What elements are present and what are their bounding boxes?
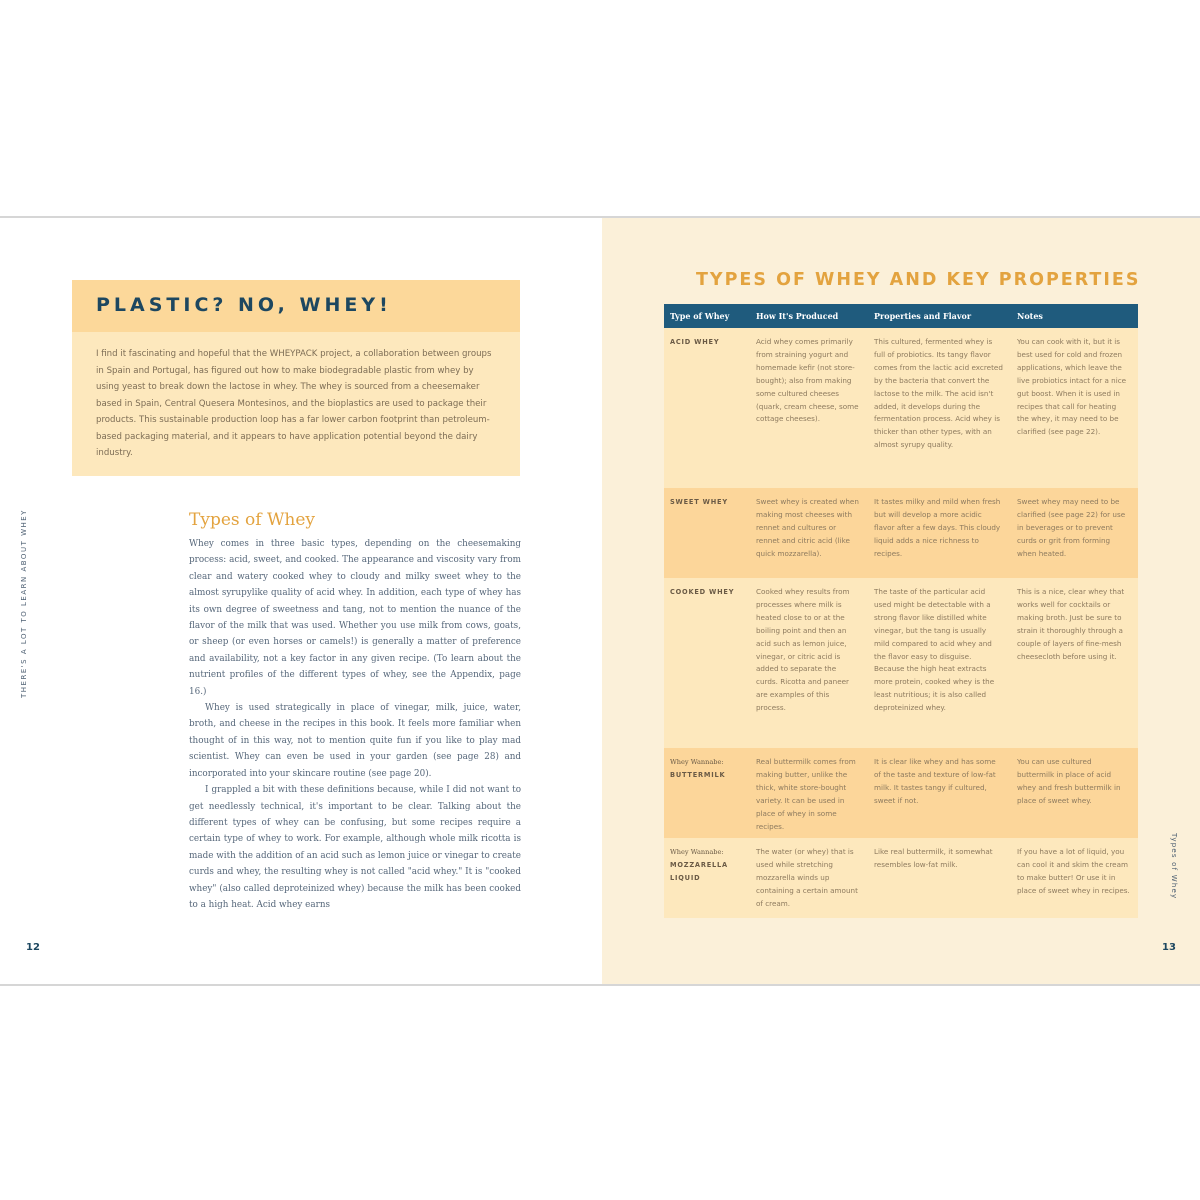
produced-cell: Sweet whey is created when making most cheeses with rennet and cultures or rennet and citric acid (like quick mozzarella). bbox=[750, 488, 868, 578]
produced-cell: Cooked whey results from processes where milk is heated close to or at the boiling point and then an acid such as lemon juice, vinegar, or citric acid is added to separate the curds. Ricotta and paneer are examples of this process. bbox=[750, 578, 868, 748]
type-prefix: Whey Wannabe: bbox=[670, 848, 724, 856]
type-cell bbox=[664, 838, 750, 918]
paragraph: Whey comes in three basic types, depending on the cheesemaking process: acid, sweet, and cooked. The appearance and viscosity vary from clear and watery cooked whey to cloudy and milky sweet whey to the almost syrupylike quality of acid whey. In addition, each type of whey has its own degree of sweetness and tang, not to mention the nuance of the flavor of the milk that was used. Whether you use milk from cows, goats, or sheep (or even horses or camels!) is generally a matter of preference and availability, not a key factor in any given recipe. (To learn about the nutrient profiles of the different types of whey, see the Appendix, page 16.) bbox=[189, 539, 521, 697]
type-cell bbox=[664, 488, 750, 578]
body-text bbox=[189, 536, 521, 913]
table-row bbox=[664, 328, 1138, 488]
notes-cell: This is a nice, clear whey that works well for cocktails or making broth. Just be sure to strain it thoroughly through a couple of layers of fine-mesh cheesecloth before using it. bbox=[1011, 578, 1138, 748]
running-head-left: THERE'S A LOT TO LEARN ABOUT WHEY bbox=[20, 509, 28, 698]
produced-cell: Acid whey comes primarily from straining yogurt and homemade kefir (not store-bought); also from making some cultured cheeses (quark, cream cheese, some cottage cheeses). bbox=[750, 328, 868, 488]
properties-cell: This cultured, fermented whey is full of probiotics. Its tangy flavor comes from the lactic acid excreted by the bacteria that convert the lactose to the milk. The acid isn't added, it develops during the fermentation process. Acid whey is thicker than other types, with an almost syrupy quality. bbox=[868, 328, 1011, 488]
section-title: Types of Whey bbox=[189, 510, 316, 530]
type-name: BUTTERMILK bbox=[670, 770, 726, 779]
type-cell bbox=[664, 578, 750, 748]
sidebar-title: PLASTIC? NO, WHEY! bbox=[96, 294, 392, 316]
produced-cell: Real buttermilk comes from making butter, unlike the thick, white store-bought variety. It can be used in place of whey in some recipes. bbox=[750, 748, 868, 838]
paragraph: I grappled a bit with these definitions because, while I did not want to get needlessly technical, it's important to be clear. Talking about the different types of whey can be confusing, but some recipes require a certain type of whey to work. For example, although whole milk ricotta is made with the addition of an acid such as lemon juice or vinegar to create curds and whey, the resulting whey is not called "acid whey." It is "cooked whey" (also called deproteinized whey) because the milk has been cooked to a high heat. Acid whey earns bbox=[189, 785, 521, 910]
properties-cell: It is clear like whey and has some of the taste and texture of low-fat milk. It tastes tangy if cultured, sweet if not. bbox=[868, 748, 1011, 838]
type-prefix: Whey Wannabe: bbox=[670, 758, 724, 766]
whey-properties-table bbox=[664, 304, 1138, 918]
notes-cell: You can use cultured buttermilk in place of acid whey and fresh buttermilk in place of sweet whey. bbox=[1011, 748, 1138, 838]
type-name: ACID WHEY bbox=[670, 338, 720, 346]
sidebar-box bbox=[72, 280, 520, 476]
column-header: How It's Produced bbox=[750, 304, 868, 328]
properties-cell: Like real buttermilk, it somewhat resembles low-fat milk. bbox=[868, 838, 1011, 918]
table-row bbox=[664, 488, 1138, 578]
page-number-left: 12 bbox=[26, 942, 40, 953]
properties-cell: It tastes milky and mild when fresh but will develop a more acidic flavor after a few days. This cloudy liquid adds a nice richness to recipes. bbox=[868, 488, 1011, 578]
type-name: COOKED WHEY bbox=[670, 588, 735, 596]
table-row bbox=[664, 838, 1138, 918]
book-spread bbox=[0, 216, 1200, 986]
page-number-right: 13 bbox=[1162, 942, 1176, 953]
properties-cell: The taste of the particular acid used might be detectable with a strong flavor like distilled white vinegar, but the tang is usually mild compared to acid whey and the flavor easy to disguise. Because the high heat extracts more protein, cooked whey is the least nutritious; it is also called deproteinized whey. bbox=[868, 578, 1011, 748]
produced-cell: The water (or whey) that is used while stretching mozzarella winds up containing a certain amount of cream. bbox=[750, 838, 868, 918]
table-header-row bbox=[664, 304, 1138, 328]
running-head-right: Types of Whey bbox=[1170, 833, 1178, 900]
column-header: Type of Whey bbox=[664, 304, 750, 328]
right-page bbox=[602, 218, 1200, 984]
notes-cell: You can cook with it, but it is best used for cold and frozen applications, which leave the live probiotics intact for a nice gut boost. When it is used in recipes that call for heating the whey, it may need to be clarified (see page 22). bbox=[1011, 328, 1138, 488]
type-cell bbox=[664, 328, 750, 488]
notes-cell: If you have a lot of liquid, you can cool it and skim the cream to make butter! Or use it in place of sweet whey in recipes. bbox=[1011, 838, 1138, 918]
table-row bbox=[664, 748, 1138, 838]
table-row bbox=[664, 578, 1138, 748]
sidebar-body: I find it fascinating and hopeful that the WHEYPACK project, a collaboration between groups in Spain and Portugal, has figured out how to make biodegradable plastic from whey by using yeast to break down the lactose in whey. The whey is sourced from a cheesemaker based in Spain, Central Quesera Montesinos, and the bioplastics are used to package their products. This sustainable production loop has a far lower carbon footprint than petroleum-based packaging material, and it appears to have application potential beyond the dairy industry. bbox=[96, 349, 492, 458]
paragraph: Whey is used strategically in place of vinegar, milk, juice, water, broth, and cheese in the recipes in this book. It feels more familiar when thought of in this way, not to mention quite fun if you like to play mad scientist. Whey can even be used in your garden (see page 28) and incorporated into your skincare routine (see page 20). bbox=[189, 703, 521, 779]
table-title: TYPES OF WHEY AND KEY PROPERTIES bbox=[696, 270, 1141, 290]
column-header: Properties and Flavor bbox=[868, 304, 1011, 328]
notes-cell: Sweet whey may need to be clarified (see page 22) for use in beverages or to prevent curds or grit from forming when heated. bbox=[1011, 488, 1138, 578]
column-header: Notes bbox=[1011, 304, 1138, 328]
left-page bbox=[0, 218, 602, 984]
type-name: MOZZARELLA LIQUID bbox=[670, 860, 728, 882]
type-cell bbox=[664, 748, 750, 838]
type-name: SWEET WHEY bbox=[670, 498, 728, 506]
